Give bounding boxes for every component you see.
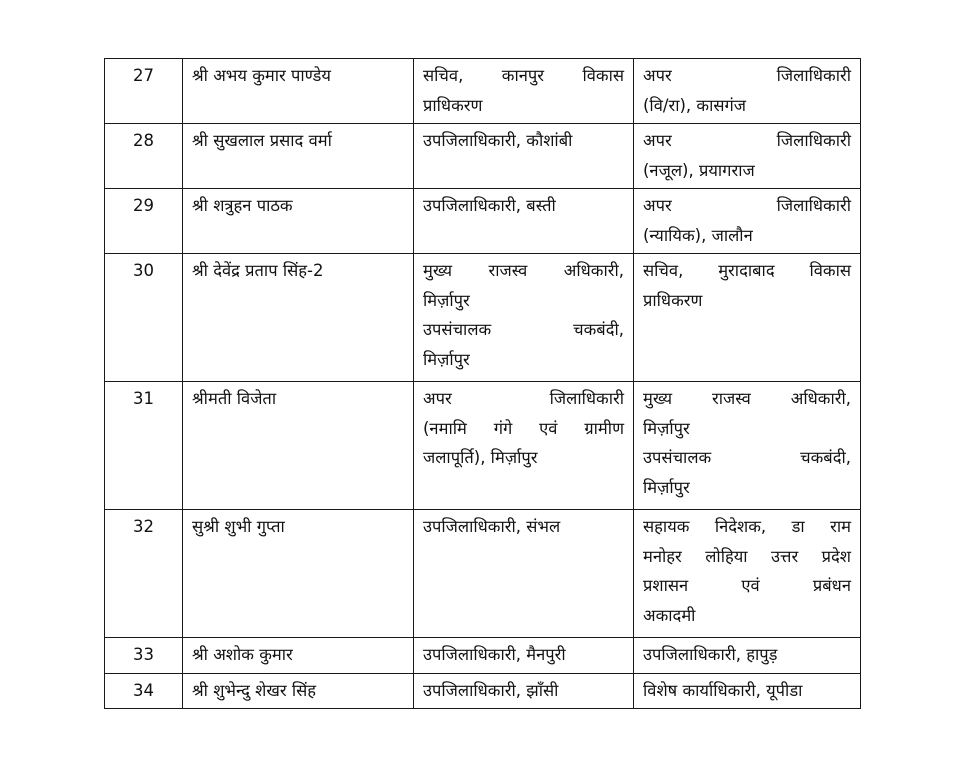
serial-number: 33: [105, 638, 183, 674]
serial-number: 34: [105, 673, 183, 709]
table-row: [105, 382, 861, 510]
posting-line: जलापूर्ति), मिर्ज़ापुर: [423, 448, 538, 467]
current-posting: [414, 673, 634, 709]
new-posting: [634, 673, 861, 709]
officer-name: श्री शुभेन्दु शेखर सिंह: [183, 673, 414, 709]
table-row: [105, 510, 861, 638]
posting-line: उपजिलाधिकारी, कौशांबी: [423, 131, 573, 150]
table-row: [105, 638, 861, 674]
officer-name: सुश्री शुभी गुप्ता: [183, 510, 414, 638]
posting-line: उपजिलाधिकारी, बस्ती: [423, 196, 556, 215]
posting-line: प्रशासन एवं प्रबंधन: [643, 576, 851, 595]
posting-line: प्राधिकरण: [643, 290, 703, 310]
officer-name: श्रीमती विजेता: [183, 382, 414, 510]
posting-line: (नजूल), प्रयागराज: [643, 160, 755, 180]
posting-line: मिर्ज़ापुर: [423, 349, 470, 369]
posting-line: सचिव, कानपुर विकास: [423, 66, 624, 85]
posting-line: अपर जिलाधिकारी: [643, 66, 851, 85]
table-row: [105, 124, 861, 189]
posting-line: विशेष कार्याधिकारी, यूपीडा: [643, 680, 803, 700]
serial-number: 27: [105, 59, 183, 124]
posting-line: (न्यायिक), जालौन: [643, 225, 753, 245]
serial-number: 29: [105, 189, 183, 254]
serial-number: 32: [105, 510, 183, 638]
new-posting: [634, 638, 861, 674]
new-posting: [634, 382, 861, 510]
posting-line: उपसंचालक चकबंदी,: [643, 448, 851, 467]
table-row: [105, 189, 861, 254]
posting-line: मिर्ज़ापुर: [643, 477, 690, 497]
posting-line: उपजिलाधिकारी, झाँसी: [423, 680, 559, 700]
posting-line: प्राधिकरण: [423, 95, 483, 115]
posting-line: उपजिलाधिकारी, संभल: [423, 517, 561, 536]
current-posting: [414, 382, 634, 510]
new-posting: [634, 189, 861, 254]
current-posting: [414, 59, 634, 124]
posting-line: अपर जिलाधिकारी: [643, 131, 851, 150]
transfer-table: [104, 58, 861, 709]
officer-name: श्री शत्रुहन पाठक: [183, 189, 414, 254]
posting-line: उपसंचालक चकबंदी,: [423, 320, 624, 339]
officer-name: श्री सुखलाल प्रसाद वर्मा: [183, 124, 414, 189]
posting-line: उपजिलाधिकारी, हापुड़: [643, 645, 778, 664]
table-row: [105, 673, 861, 709]
serial-number: 28: [105, 124, 183, 189]
posting-line: सचिव, मुरादाबाद विकास: [643, 261, 851, 280]
table-row: [105, 59, 861, 124]
officer-name: श्री अभय कुमार पाण्डेय: [183, 59, 414, 124]
new-posting: [634, 254, 861, 382]
current-posting: [414, 189, 634, 254]
new-posting: [634, 510, 861, 638]
posting-line: सहायक निदेशक, डा राम: [643, 517, 851, 536]
posting-line: अपर जिलाधिकारी: [423, 389, 624, 408]
posting-line: अपर जिलाधिकारी: [643, 196, 851, 215]
serial-number: 30: [105, 254, 183, 382]
posting-line: उपजिलाधिकारी, मैनपुरी: [423, 645, 566, 664]
posting-line: मिर्ज़ापुर: [643, 418, 690, 438]
posting-line: मुख्य राजस्व अधिकारी,: [423, 261, 624, 280]
posting-line: (वि/रा), कासगंज: [643, 95, 747, 115]
current-posting: [414, 638, 634, 674]
new-posting: [634, 59, 861, 124]
posting-line: मिर्ज़ापुर: [423, 290, 470, 310]
transfer-table-body: [105, 59, 861, 709]
posting-line: मनोहर लोहिया उत्तर प्रदेश: [643, 546, 851, 566]
posting-line: (नमामि गंगे एवं ग्रामीण: [423, 418, 624, 438]
officer-name: श्री देवेंद्र प्रताप सिंह-2: [183, 254, 414, 382]
posting-line: मुख्य राजस्व अधिकारी,: [643, 389, 851, 408]
current-posting: [414, 124, 634, 189]
posting-line: अकादमी: [643, 605, 696, 625]
current-posting: [414, 254, 634, 382]
serial-number: 31: [105, 382, 183, 510]
current-posting: [414, 510, 634, 638]
officer-name: श्री अशोक कुमार: [183, 638, 414, 674]
table-row: [105, 254, 861, 382]
new-posting: [634, 124, 861, 189]
